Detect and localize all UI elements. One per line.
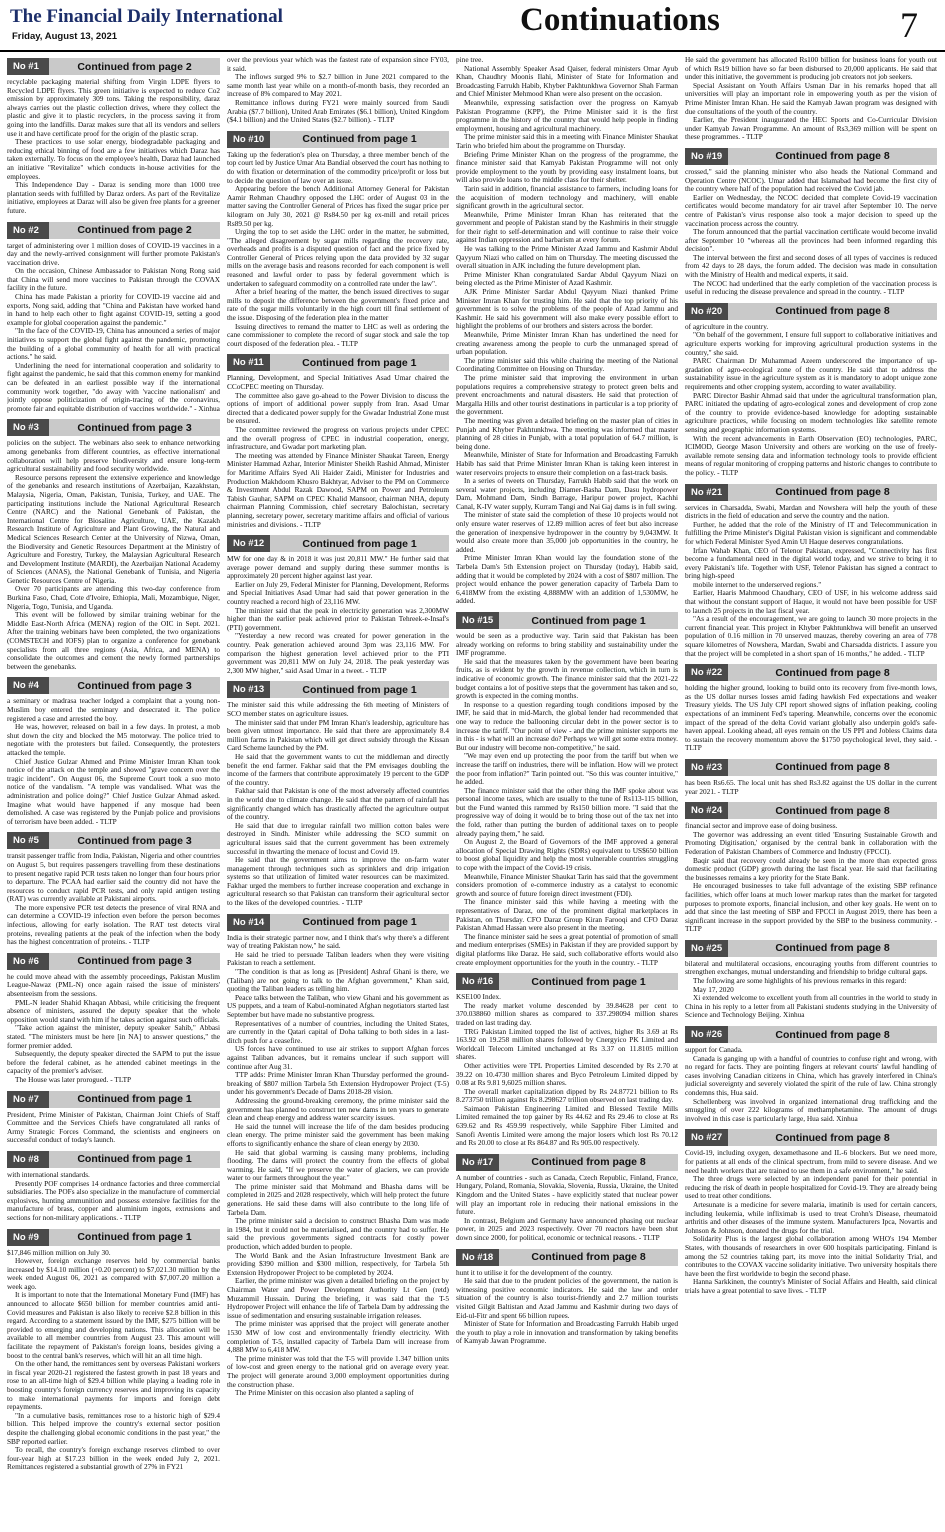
story-paragraph: Representatives of a number of countries, including the United States, are currently in the Qatari capital of Doha talking to both sides in a last-ditch push for a ceasefire. <box>227 1018 449 1045</box>
story-paragraph: a seminary or madrasa teacher lodged a complaint that a young non-Muslim boy entered the seminary and desecrated it. The police registered a case and arrested the boy. <box>7 696 220 723</box>
story-paragraph: He said that the government wants to cut the middleman and directly benefit the end farmer. Fakhar said that the PM envisages doubling the income of the farmers that contribute approximately 19 percent to the GDP of the country. <box>227 751 449 787</box>
story-paragraph: Meanwhile, expressing satisfaction over the progress on Kamyab Pakistan Programme (KPP), the Prime Minister said it is the first programme in the history of the country that would help people in finding employment, housing and agricultural machinery. <box>456 97 678 133</box>
story-paragraph: policies on the subject. The webinars also seek to enhance networking among genebanks from different countries, as effective international collaboration will help preserve biodiversity and ensure long-term agricultural sustainability and food security worldwide. <box>7 438 220 474</box>
story-paragraph: He was talking to the Prime Minister Azad Jammu and Kashmir Abdul Qayyum Niazi who called on him on Thursday. The meeting discussed the overall situation in AJK including the future development plan. <box>456 244 678 271</box>
story-paragraph: TRG Pakistan Limited topped the list of actives, higher Rs 3.69 at Rs 163.92 on 19.258 million shares followed by Cnergyico PK Limited and Worldcall Telecom Limited unchanged at Rs 3.37 on 11.8105 million shares. <box>456 1026 678 1062</box>
continued-story <box>685 664 937 753</box>
story-paragraph: with international standards. <box>7 1169 90 1179</box>
story-body <box>227 374 449 529</box>
story-header <box>227 535 449 552</box>
story-paragraph: he could move ahead with the assembly proceedings, Pakistan Muslim League-Nawaz (PML-N) once again raised the issue of ministers' absenteeism from the sessions. <box>7 971 220 999</box>
continued-story <box>7 419 220 671</box>
story-paragraph: A number of countries - such as Canada, Czech Republic, Finland, France, Hungary, Poland, Romania, Slovakia, Slovenia, Russia, Ukraine, the United Kingdom and the United States - have explicitly stated that nuclear power will play an important role in reducing their national emissions in the future. <box>456 1172 678 1217</box>
story-body <box>7 78 220 216</box>
continued-story <box>456 612 678 967</box>
story-paragraph: In a series of tweets on Thursday, Farrukh Habib said that the work on several water projects, including Diamer-Basha Dam, Dasu hydropower Dam, Mohmand Dam, Sindh Barrage, Haripur power project, Kachhi Canal, K-IV water supply, Kurram Tangi and Nai Gaj dams is in full swing. <box>456 476 678 511</box>
story-number-tag: No #14 <box>227 914 270 931</box>
continued-from-label: Continued from page 8 <box>775 1131 890 1144</box>
continued-story <box>685 303 937 478</box>
story-paragraph: China has made Pakistan a priority for COVID-19 vaccine aid and exports, Nong said, adding that "China and Pakistan have worked hand in hand to help each other to fight against COVID-19, setting a good example for global cooperation against the pandemic." <box>7 292 220 327</box>
story-paragraph: Underlining the need for international cooperation and solidarity to fight against the pandemic, he said that this common enemy for mankind can be defeated in an earliest possible way if the international community work together, "do away with 'vaccine nationalism' and jointly oppose politicization of origin-tracing of the coronavirus, promote fair and equitable distribution of vaccines worldwide." - Xinhua <box>7 360 220 413</box>
story-number-tag: No #13 <box>227 681 270 698</box>
story-paragraph: The ready market volume descended by 39.84628 per cent to 370.038860 million shares as compared to 337.298094 million shares traded on last trading day. <box>456 1000 678 1027</box>
story-paragraph: The minister of state said the completion of these 10 projects would not only ensure water reserves of 12.89 million acres of feet but also increase the generation of inexpensive hydropower in the country by 9,043MW. It would also create more than 35,000 job opportunities in the country, he added. <box>456 510 678 554</box>
continued-from-label: Continued from page 1 <box>302 537 417 550</box>
continued-from-label: Continued from page 8 <box>775 305 890 318</box>
masthead <box>0 0 945 52</box>
story-header <box>456 612 678 629</box>
story-paragraph: holding the higher ground, looking to build onto its recovery from five-month lows, as the US dollar nurses losses amid fading hawkish Fed expectations and weaker Treasury yields. The US July CPI report showed signs of inflation peaking, cooling expectations of an imminent Fed's tapering. Meanwhile, concerns over the economic impact of the spread of the delta Covid variant globally also underpin gold's safe-haven appeal. Looking ahead, all eyes remain on the US PPI and Jobless Claims data to sustain the recovery momentum above the $1750 psychological level, they said. - TLTP <box>685 683 937 753</box>
story-paragraph: recyclable packaging material shifting from Virgin LDPE flyers to Recycled LDPE flyers. This green initiative is expected to reduce Co2 emission by approximately 309 tons. Taking the responsibility, daraz always carries out the plastic collection drives, where they collect the plastic and give it to plastic recyclers, in the process saving it from going into the landfills. Daraz makes sure that all its vendors and sellers use it and have certificate proof for the origin of the plastic scrap. <box>7 77 220 138</box>
continued-story <box>7 832 220 947</box>
story-body <box>7 697 220 826</box>
story-paragraph: "We may even end up protecting the poor from the tariff but when we increase the tariff on industries, there will be inflation. How will we protect the poor from inflation?" Tarin pointed out. "So this was counter intuitive," he added. <box>456 751 678 787</box>
story-paragraph: Remittance inflows during FY21 were mainly sourced from Saudi Arabia ($7.7 billion), United Arab Emirates ($6.1 billion), United Kingdom ($4.1 billion) and the United States ($2.7 billion). - TLTP <box>227 97 449 125</box>
story-paragraph: The prime minister said a decision to construct Bhasha Dam was made in 1984, but it could not be materialised, and the country had to suffer. He said the previous governments signed contracts for costly power production, which added burden to people. <box>227 1216 449 1252</box>
story-paragraph: Schellenberg was involved in organized international drug trafficking and the smuggling of over 222 kilograms of methamphetamine. The amount of drugs involved in this case is particularly large, Hua said. Xinhua <box>685 1096 937 1123</box>
story-paragraph: Saimaon Pakistan Engineering Limited and Blessed Textile Mills Limited remained the top gainer by Rs 44.62 and Rs 29.46 to close at Rs 639.62 and Rs 459.99 respectively, while Sapphire Fiber Limited and Sanofi Aventis Limited were among the major losers which lost Rs 70.12 and Rs 20.00 to close at Rs 864.87 and Rs 905.00 respectively. <box>456 1103 678 1148</box>
story-paragraph: He said that the government aims to improve the on-farm water management through techniques such as sprinklers and drip irrigation systems so that utilization of limited water resources can be maximized. Fakhar urged the members to further increase cooperation and exchange in agricultural research so that Pakistan can transform their agricultural sector to the likes of the developed countries. - TLTP <box>227 855 449 908</box>
continued-story <box>685 802 937 934</box>
story-paragraph: Earlier, the President inaugurated the HEC Sports and Co-Curricular Division under Kamyab Jawan Programme. An amount of Rs3,369 million will be spent on these programmes. - TLTP <box>685 115 937 142</box>
story-paragraph: The more expensive PCR test detects the presence of viral RNA and can determine a COVID-19 infection even before the person becomes infectious, allowing for early isolation. The RAT test detects viral proteins, revealing patients at the peak of the infection when the body has the highest concentration of proteins. - TLTP <box>7 902 220 947</box>
continued-from-label: Continued from page 8 <box>775 666 890 679</box>
story-paragraph: To recall, the country's foreign exchange reserves climbed to over four-year high at $17.23 billion in the week ended July 2, 2021. Remittances registered a substantial growth of 27% in FY21 <box>7 1445 220 1472</box>
story-number-tag: No #16 <box>456 973 499 990</box>
continued-story <box>227 535 449 675</box>
story-paragraph: Peace talks between the Taliban, who view Ghani and his government as US puppets, and a team of Kabul-nominated Afghan negotiators started last September but have made no substantive progress. <box>227 992 449 1019</box>
story-paragraph: Earlier, the prime minister was given a detailed briefing on the project by Chairman Water and Power Development Authority Lt Gen (retd) Muzammil Hussain. During the briefing, it was said that the T-5 Hydropower Project will enhance the life of Tarbela Dam by addressing the issue of sedimentation and ensuring sustainable irrigation releases. <box>227 1276 449 1320</box>
story-number-tag: No #7 <box>7 1091 49 1108</box>
continued-from-label: Continued from page 1 <box>302 916 417 929</box>
section-title: Continuations <box>520 2 720 38</box>
story-body <box>685 1149 937 1295</box>
story-header <box>7 832 220 849</box>
story-number-tag: No #4 <box>7 677 49 694</box>
story-body <box>7 852 220 947</box>
story-paragraph: May 17, 2020 <box>693 984 734 994</box>
story-paragraph: The inflows surged 9% to $2.7 billion in June 2021 compared to the same month last year while on a month-of-month basis, they recorded an increase of 8% compared to May 2021. <box>227 72 449 99</box>
story-header <box>456 973 678 990</box>
column-1 <box>7 56 220 1526</box>
story-paragraph: On the occasion, Chinese Ambassador to Pakistan Nong Rong said that China will send more vaccines to Pakistan through the COVAX facility in the future. <box>7 266 220 293</box>
continued-from-label: Continued from page 1 <box>77 1153 192 1166</box>
story-body <box>685 504 937 659</box>
story-number-tag: No #15 <box>456 612 499 629</box>
story-paragraph: would be seen as a productive way. Tarin said that Pakistan has been already working on reforms to bring stability and sustainability under the IMF programme. <box>456 631 678 658</box>
story-header <box>7 222 220 239</box>
story-paragraph: "In the face of the COVID-19, China has announced a series of major initiatives to support the global fight against the pandemic, promoting the building of a global community of health for all with practical actions." he said. <box>7 326 220 362</box>
story-paragraph: "On behalf of the government, I ensure full support to collaborative initiatives and agriculture experts working for improving agricultural production systems in the country," she said. <box>685 330 937 357</box>
story-body <box>7 1111 220 1145</box>
story-paragraph: Taking up the federation's plea on Thursday, a three member bench of the top court led by Justice Umar Ata Bandial observed the court has nothing to do with fixation or determination of the commodity price/profit or loss but to decide the question of law over an issue. <box>227 149 449 185</box>
story-number-tag: No #3 <box>7 419 49 436</box>
story-header <box>685 303 937 320</box>
story-paragraph: Prime Minister Imran Khan would lay the foundation stone of the Tarbela Dam's 5th Extension project on Thursday (today), Habib said, adding that it would be completed by 2024 with a cost of $807 million. The project would enhance the power generation capacity of Tarbela Dam to 6,418MW from the existing 4,888MW with an addition of 1,530MW, he added. <box>456 553 678 606</box>
story-paragraph: He encouraged businesses to take full advantage of the existing SBP refinance facilities, which offer loans at much lower markup rates than the market for targeted purposes to promote exports, financial inclusion, and other key goals. He went on to add that since the last meeting of SBP and FPCCI in August 2019, there has been a significant increase in the support provided by the SBP to the business community. - TLTP <box>685 881 937 934</box>
story-number-tag: No #23 <box>685 759 728 776</box>
story-header <box>456 1249 678 1266</box>
story-paragraph: The interval between the first and second doses of all types of vaccines is reduced from 42 days to 28 days, the forum added. The decision was made in consultation with the Ministry of Health and medical experts, it said. <box>685 252 937 280</box>
story-paragraph: Meanwhile, Prime Minister Imran Khan has reiterated that the government and people of Pakistan stand by the Kashmiris in their struggle for their right to self-determination and will continue to raise their voice against Indian oppression and barbarism at every forum. <box>456 209 678 245</box>
story-paragraph: Subsequently, the deputy speaker directed the SAPM to put the issue before the federal cabinet, as he attended cabinet meetings in the capacity of the premier's adviser. <box>7 1049 220 1076</box>
story-paragraph: The three drugs were selected by an independent panel for their potential in reducing the risk of death in people hospitalized for Covid-19. They are already being used to treat other conditions. <box>685 1174 937 1201</box>
story-paragraph: This Independence Day - Daraz is sending more than 1000 tree plantation seeds with fulfilled by Daraz orders. As part of the Revitalize initiative, employees at Daraz will also be given free plants for a greener future. <box>7 180 220 215</box>
story-paragraph: The prime minister was apprised that the project will generate another 1530 MW of low cost and environmentally friendly electricity. With completion of T-5, installed capacity of Tarbela Dam will increase from 4,888 MW to 6,418 MW. <box>227 1319 449 1355</box>
story-paragraph: Other activities were TPL Properties Limited descended by Rs 2.70 at 39.22 on 10.4730 million shares and Byco Petroleum Limited dipped by 0.08 at Rs 9.81 9,6025 million shares. <box>456 1060 678 1088</box>
story-number-tag: No #9 <box>7 1229 49 1246</box>
story-body <box>685 56 937 142</box>
story-paragraph: This event will be followed by similar training webinar for the Middle East-North Africa (MENA) region of the OIC in Sept. 2021. After the training webinars have been completed, the two organizations (COMSTECH and IOFS) plan to organize a conference for genebank specialists from all three regions (Asia, Africa, and MENA) to consolidate the outcomes and cement the newly formed partnerships between the genebanks. <box>7 610 220 671</box>
story-paragraph: Irfan Wahab Khan, CEO of Telenor Pakistan, expressed, "Connectivity has first become a fundamental need in the digital world today, and we strive to bring it to every Pakistani's life. Together with USF, Telenor Pakistan has signed a contract to bring high-speed <box>685 545 937 581</box>
story-paragraph: PARC Chairman Dr Muhammad Azeem underscored the importance of up-gradation of agro-ecological zone of the country. He said that to address the sustainability issue in the agriculture system as it is mandatory to adopt unique zone requirements and other cropping system, according to water availability. <box>685 356 937 391</box>
story-header <box>227 681 449 698</box>
story-paragraph: mobile internet to the underserved regions." <box>693 579 822 589</box>
continued-from-label: Continued from page 8 <box>775 804 890 817</box>
story-body <box>7 1249 220 1472</box>
story-body <box>7 439 220 671</box>
story-header <box>685 802 937 819</box>
story-paragraph: National Assembly Speaker Asad Qaiser, federal ministers Omar Ayub Khan, Chaudhry Moonis Ilahi, Minister of State for Information and Broadcasting Farrukh Habib, Khyber Pakhtunkhwa Governor Shah Farman and Chief Minister Mehmood Khan were also present on the occasion. <box>456 63 678 99</box>
story-paragraph: Solidarity Plus is the largest global collaboration among WHO's 194 Member States, with thousands of researchers in over 600 hospitals participating. Finland is among the 52 countries taking part, its move into the initial Solidarity Trial, and contributes to the COVAX vaccine solidarity initiative. Two university hospitals there have been the first worldwide to begin the second phase. <box>685 1234 937 1278</box>
story-paragraph: crossed," said the planning minister who also heads the National Command and Operation Centre (NCOC). Umar added that Islamabad had become the first city of the country where half of the population had received the Covid jab. <box>685 166 937 194</box>
column-2 <box>227 56 449 1526</box>
continued-from-label: Continued from page 1 <box>531 614 646 627</box>
story-paragraph: Briefing Prime Minister Khan on the progress of the programme, the finance minister said that Kamyab Pakistan Programme will not only provide employment to the youth by providing easy instalment loans, but will also provide loans to the middle class for their shelter. <box>456 149 678 185</box>
story-header <box>685 940 937 957</box>
continued-story <box>7 58 220 216</box>
story-number-tag: No #25 <box>685 940 728 957</box>
continued-story <box>7 222 220 414</box>
continued-story <box>227 131 449 349</box>
story-number-tag: No #27 <box>685 1129 728 1146</box>
story-paragraph: Presently POF comprises 14 ordnance factories and three commercial subsidiaries. The POFs also specialize in the manufacture of commercial explosives, hunting ammunition and possess extensive facilities for the manufacture of brass, copper and aluminium ingots, extrusions and sections for non-military applications. - TLTP <box>7 1178 220 1222</box>
continued-from-label: Continued from page 2 <box>77 224 192 236</box>
story-paragraph: US forces have continued to use air strikes to support Afghan forces against Taliban advances, but it remains unclear if such support will continue after Aug 31. <box>227 1044 449 1071</box>
story-paragraph: Earlier on July 29, Federal Minister for Planning, Development, Reforms and Special Initiatives Asad Umar had said that power generation in the country reached a record high of 23,116 MW. <box>227 579 449 607</box>
continued-story <box>7 1229 220 1472</box>
story-paragraph: Hanna Sarkkinen, the country's Minister of Social Affairs and Health, said clinical trials have a great potential to save lives. - TLTP <box>685 1277 937 1295</box>
story-paragraph: Earlier on Wednesday, the NCOC decided that complete Covid-19 vaccination certificates would become mandatory for air travel after September 10. The nerve centre of Pakistan's virus response also took a major decision to speed up the vaccination process across the country. <box>685 192 937 228</box>
story-header <box>7 1229 220 1246</box>
story-paragraph: PML-N leader Shahid Khaqan Abbasi, while criticising the frequent absence of ministers, assured the deputy speaker that the whole opposition would stand with him if he takes action against such officials. <box>7 997 220 1024</box>
continued-story <box>685 56 937 142</box>
continued-from-label: Continued from page 8 <box>775 1028 890 1041</box>
story-paragraph: The House was later prorogued. - TLTP <box>15 1074 132 1084</box>
story-body <box>685 779 937 796</box>
story-paragraph: The forum announced that the partial vaccination certificate would become invalid after September 10 "whereas all the provinces had been informed regarding this decision". <box>685 227 937 254</box>
story-paragraph: India is their strategic partner now, and I think that's why there's a different way of treating Pakistan now," he said. <box>227 932 449 951</box>
story-body <box>227 56 449 125</box>
story-paragraph: The Prime Minister on this occasion also planted a sapling of <box>235 1388 414 1398</box>
story-body <box>456 993 678 1148</box>
story-paragraph: He said that the measures taken by the government have been bearing fruits, as is evident by the growth in revenue collection, which in turn is indicative of economic growth. The finance minister said that the 2021-22 budget contains a lot of positive steps that the government has taken and so, growth is expected in the coming months. <box>456 656 678 701</box>
continued-from-label: Continued from page 8 <box>775 150 890 163</box>
publication-date: Friday, August 13, 2021 <box>12 31 118 42</box>
story-paragraph: After a brief hearing of the matter, the bench issued directives to sugar mills to deposit the difference between the government's fixed price and rate of the sugar mills voluntarily in the high court till final settlement of the issue. Disposing of the federation plea in the matter <box>227 287 449 323</box>
story-body <box>227 555 449 675</box>
continued-from-label: Continued from page 1 <box>302 356 417 369</box>
story-header <box>7 953 220 970</box>
story-number-tag: No #10 <box>227 131 270 148</box>
story-paragraph: Meanwhile, Finance Minister Shaukat Tarin has said that the government considers promotion of e-commerce industry as a catalyst to economic growth and source of future foreign direct investment (FDI). <box>456 871 678 898</box>
continued-story <box>7 1151 220 1223</box>
continued-story <box>227 56 449 125</box>
story-body <box>456 1174 678 1243</box>
continued-story <box>227 354 449 529</box>
story-header <box>685 759 937 776</box>
story-paragraph: With the recent advancements in Earth Observation (EO) technologies, PARC, ICIMOD, George Mason University and others are working on the use of freely-available remote sensing data and information technology tools to provide efficient means of regular monitoring of cropping patterns and historic changes to contribute to the policy. - TLTP <box>685 433 937 477</box>
continued-story <box>456 1154 678 1243</box>
story-paragraph: The meeting was given a detailed briefing on the master plan of cities in Punjab and Khyber Pakhtunkhwa. The meeting was informed that master planning of 28 cities in Punjab, with a total population of 64.7 million, is being done. <box>456 415 678 451</box>
story-header <box>7 419 220 436</box>
story-paragraph: He said that global warming is causing many problems, including flooding. The dams will protect the country from the effects of global warming. He said, "If we preserve the water of glaciers, we can provide water to our farmers throughout the year." <box>227 1147 449 1183</box>
story-paragraph: President, Prime Minister of Pakistan, Chairman Joint Chiefs of Staff Committee and the Services Chiefs have congratulated all ranks of Army Strategic Forces Command, the scientists and engineers on successful conduct of today's launch. <box>7 1109 220 1145</box>
story-paragraph: financial sector and improve ease of doing business. <box>685 821 838 831</box>
story-paragraph: Artesunate is a medicine for severe malaria, imatinib is used for certain cancers, including leukemia, while infliximab is used to treat Crohn's Disease, rheumatoid arthritis and other diseases of the immune system. Manufacturers Ipca, Novartis and Johnson & Johnson, donated the drugs for the trial. <box>685 1199 937 1235</box>
continued-from-label: Continued from page 8 <box>775 761 890 774</box>
story-paragraph: The NCOC had underlined that the early completion of the vaccination process is useful in reducing the disease prevalence and spread in the country. - TLTP <box>685 278 937 297</box>
story-paragraph: The finance minister said that the other thing the IMF spoke about was personal income taxes, which are usually to the tune of Rs113-115 billion, but the Fund wanted this rammed by Rs150 billion more. "I said that the progressive way of doing it would be to bring those out of the tax net into the fold, rather than putting the burden of additional taxes on to people already paying them," he said. <box>456 785 678 838</box>
story-number-tag: No #20 <box>685 303 728 320</box>
continued-from-label: Continued from page 3 <box>77 834 192 847</box>
continued-story <box>685 148 937 297</box>
story-paragraph: has been Rs6.65. The local unit has shed Rs3.82 against the US dollar in the current year 2021. - TLTP <box>685 777 937 796</box>
story-body <box>227 934 449 1398</box>
story-body <box>456 56 678 606</box>
story-number-tag: No #2 <box>7 222 49 239</box>
story-paragraph: The meeting was attended by Finance Minister Shaukat Tareen, Energy Minister Hammad Azhar, Interior Minister Sheikh Rashid Ahmad, Minister for Maritime Affairs Syed Ali Haider Zaidi, Minister for Industries and Production Makhdoom Khusro Bakhtyar, Adviser to the PM on Commerce & Investment Abdul Razak Dawood, SAPM on Power and Petroleum Tabish Gauhar, SAPM on CPEC Khalid Mansoor, chairman NHA, deputy chairman Planning Commission, chief secretary Balochistan, secretary planning, secretary power, secretary maritime affairs and official of various ministries and divisions. - TLTP <box>227 450 449 529</box>
story-paragraph: Minister of State for Information and Broadcasting Farrukh Habib urged the youth to play a role in innovation and transformation by taking benefits of Kamyab Jawan Programme. <box>456 1319 678 1346</box>
story-paragraph: hunt it to utilise it for the development of the country. <box>456 1267 613 1277</box>
continued-from-label: Continued from page 8 <box>775 486 890 499</box>
story-paragraph: The finance minister said this while having a meeting with the representatives of Daraz, one of the prominent digital marketplaces in Pakistan, on Thursday. CFO Daraz Group Kiran Farooqi and CFO Daraz Pakistan Ahmad Hassan were also present in the meeting. <box>456 897 678 933</box>
story-paragraph: The overall market capitalization dipped by Rs 24.87721 billion to Rs 8.273750 trillion against Rs 8.298627 trillion observed on last trading day. <box>456 1086 678 1105</box>
story-paragraph: Further, he added that the role of the Ministry of IT and Telecommunication in fulfilling the Prime Minister's Digital Pakistan vision is significant and commendable for which Federal Minister Syed Amin Ul Haque deserves congratulations. <box>685 519 937 546</box>
story-body <box>685 684 937 753</box>
story-paragraph: Addressing the ground-breaking ceremony, the prime minister said the government has planned to construct ten new dams in ten years to generate clean and cheap energy and address water scarcity issues. <box>227 1095 449 1123</box>
story-paragraph: Issuing directives to remand the matter to LHC as well as ordering the cane commissioner to complete the record of sugar stock and sale the top court disposed of the federation plea. - TLTP <box>227 321 449 348</box>
story-paragraph: However, foreign exchange reserves held by commercial banks increased by $14.10 million (+0.20 percent) to $7,021.30 million by the week ended August 06, 2021 as compared with $7,007.20 million a week ago. <box>7 1256 220 1291</box>
story-paragraph: The World Bank and the Asian Infrastructure Investment Bank are providing $390 million and $300 million, respectively, for Tarbela 5th Extension Hydropower Project to be completed by 2024. <box>227 1250 449 1277</box>
story-paragraph: Appearing before the bench Additional Attorney General for Pakistan Aamir Rehman Chaudhry opposed the LHC order of August 03 in the matter saving the Controller General of Prices has fixed the sugar price per kilogram on July 30, 2021 @ Rs84.50 per kg ex-mill and retail prices Rs89.50 per kg. <box>227 184 449 228</box>
story-number-tag: No #12 <box>227 535 270 552</box>
story-paragraph: Prime Minister Khan congratulated Sardar Abdul Qayyum Niazi on being elected as the Prime Minister of Azad Kashmir. <box>456 269 678 288</box>
story-paragraph: KSE100 Index. <box>456 992 501 1002</box>
story-paragraph: He said that due to irregular rainfall two million cotton bales were destroyed in Sindh. Minister while addressing the SCO summit on agricultural issues said that the current government has been extremely successful in thwarting the menace of locust and Covid 19. <box>227 820 449 856</box>
column-3 <box>456 56 678 1526</box>
story-paragraph: He said the government has allocated Rs100 billion for business loans for youth out of which Rs19 billion have so far been disbursed to 20,000 applicants. He said that under this initiative, the government is producing job creators not job seekers. <box>685 56 937 82</box>
story-paragraph: The governor was addressing an event titled 'Ensuring Sustainable Growth and Promoting Digitisation,' organised by the central bank in collaboration with the Federation of Pakistan Chambers of Commerce and Industry (FPCCI). <box>685 829 937 856</box>
story-paragraph: Planning, Development, and Special Initiatives Asad Umar chaired the CCoCPEC meeting on Thursday. <box>227 373 449 391</box>
column-4 <box>685 56 937 1526</box>
story-header <box>7 58 220 75</box>
story-paragraph: The finance minister said he sees a great potential of promotion of small and medium enterprises (SMEs) in Pakistan if they are provided support by digital platforms like Daraz. He said, such collaborative efforts would also create employment opportunities for the youth in the country. - TLTP <box>456 931 678 967</box>
newspaper-name: The Financial Daily International <box>10 6 283 27</box>
continued-story <box>7 677 220 826</box>
continued-from-label: Continued from page 8 <box>775 942 890 955</box>
continued-from-label: Continued from page 3 <box>77 955 192 968</box>
story-paragraph: He said that due to the prudent policies of the government, the nation is witnessing positive economic indicators. He said the law and order situation of the country is also tourist-friendly and 2.7 million tourists visited Gilgit Baltistan and Azad Jammu and Kashmir during two days of Eid-ul-Fitr and spent 66 billion rupees. <box>456 1276 678 1320</box>
continued-story <box>685 1129 937 1295</box>
continued-story <box>7 953 220 1085</box>
story-body <box>456 1269 678 1346</box>
story-number-tag: No #21 <box>685 484 728 501</box>
continued-story <box>227 681 449 907</box>
story-header <box>685 1129 937 1146</box>
story-paragraph: "The condition is that as long as [President] Ashraf Ghani is there, we (Taliban) are not going to talk to the Afghan government," Khan said, quoting the Taliban leaders as telling him. <box>227 967 449 994</box>
story-paragraph: The minister said this while addressing the 6th meeting of Ministers of SCO member states on agriculture issues. <box>227 700 449 718</box>
continued-story <box>685 484 937 659</box>
story-header <box>227 354 449 371</box>
story-number-tag: No #22 <box>685 664 728 681</box>
story-paragraph: AJK Prime Minister Sardar Abdul Qayyum Niazi thanked Prime Minister Imran Khan for trusting him. He said that the top priority of his government is to solve the problems of the people of Azad Jammu and Kashmir. He said his government will also make every possible effort to highlight the problems of our brothers and sisters across the border. <box>456 287 678 331</box>
continued-story <box>685 1026 937 1123</box>
story-paragraph: target of administering over 1 million doses of COVID-19 vaccines in a day and the newly-arrived consignment will further promote Pakistan's vaccination drive. <box>7 240 220 267</box>
continued-story <box>685 759 937 796</box>
story-header <box>7 1091 220 1108</box>
continued-story <box>456 973 678 1148</box>
story-paragraph: support for Canada. <box>685 1045 743 1055</box>
story-header <box>227 914 449 931</box>
story-paragraph: Canada is ganging up with a handful of countries to confuse right and wrong, with no regard for facts. They are pointing fingers at relevant courts' lawful handling of cases involving Canadian citizens in China, which has gravely interfered in China's judicial sovereignty and severely violated the spirit of the rule of law. China strongly condemns this, Hua said. <box>685 1053 937 1097</box>
story-number-tag: No #11 <box>227 354 270 371</box>
story-paragraph: pine tree. <box>456 56 484 64</box>
story-paragraph: Meanwhile, Prime Minister Imran Khan has underlined the need for creating awareness among the people to curb the unmanaged spread of urban population. <box>456 330 678 357</box>
continued-from-label: Continued from page 1 <box>302 133 417 146</box>
story-header <box>456 1154 678 1171</box>
story-paragraph: The following are some highlights of his previous remarks in this regard: <box>693 976 907 986</box>
story-body <box>685 960 937 1020</box>
story-paragraph: It is important to note that the International Monetary Fund (IMF) has announced to allocate $650 billion for member countries amid anti-Covid measures and Pakistan is also likely to receive $2.8 billion in this regard. According to a statement issued by the IMF, $275 billion will be provided to emerging and developing nations. This allocation will be available to all member countries from August 23. This amount will facilitate the repayment of Pakistan's foreign loans, besides giving a boost to the central bank's reserves, which will hit an all time high. <box>7 1290 220 1360</box>
story-paragraph: The prime minister said that Mohmand and Bhasha dams will be completed in 2025 and 2028 respectively, which will help protect the future generations. He said these dams will also contribute to the long life of Tarbela Dam. <box>227 1181 449 1217</box>
story-paragraph: He said he tried to persuade Taliban leaders when they were visiting Pakistan to reach a settlement. <box>227 949 449 968</box>
continued-story <box>227 914 449 1398</box>
continued-from-label: Continued from page 2 <box>77 60 192 73</box>
story-body <box>7 1171 220 1223</box>
story-number-tag: No #1 <box>7 58 49 75</box>
story-paragraph: TTP adds: Prime Minister Imran Khan Thursday performed the ground-breaking of $807 million Tarbela 5th Extension Hydropower Project (T-5) under his government's Decade of Dams 2018-28 vision. <box>227 1070 449 1097</box>
story-number-tag: No #5 <box>7 832 49 849</box>
story-paragraph: On August 2, the Board of Governors of the IMF approved a general allocation of Special Drawing Rights (SDRs) equivalent to US$650 billion to boost global liquidity and help the most vulnerable countries struggling to cope with the impact of the Covid-19 crisis. <box>456 837 678 873</box>
story-paragraph: In response to a question regarding tough conditions imposed by the IMF, he said that in mid-March, the global lender had recommended that one way to reduce the ballooning circular debt in the power sector is to increase the tariff. "Our point of view - and the prime minister supports me in this - is what will an increase do? Perhaps we will get some extra money. But our industry will become non-competitive," he said. <box>456 699 678 752</box>
story-paragraph: Xi extended welcome to excellent youth from all countries in the world to study in China in his reply to a letter from all Pakistani students studying in the University of Science and Technology Beijing. Xinhua <box>685 993 937 1020</box>
story-number-tag: No #24 <box>685 802 728 819</box>
continued-from-label: Continued from page 1 <box>77 1231 192 1243</box>
story-paragraph: The committee reviewed the progress on various projects under CPEC and the overall progress of CPEC in industrial cooperation, energy, infrastructure, and Gwadar port marketing plan. <box>227 424 449 452</box>
story-paragraph: Meanwhile, Minister of State for Information and Broadcasting Farrukh Habib has said that Prime Minister Imran Khan is taking keen interest in water reservoirs projects to ensure their completion on a fast-track basis. <box>456 450 678 477</box>
story-paragraph: Special Assistant on Youth Affairs Usman Dar in his remarks hoped that all universities will play an important role in empowering youth as per the vision of Prime Minister Imran Khan. He said the Kamyab Jawan program was designed with due consultations of the youth of the country. <box>685 80 937 116</box>
story-paragraph: of agriculture in the country. <box>685 321 769 331</box>
story-body <box>456 632 678 967</box>
story-number-tag: No #26 <box>685 1026 728 1043</box>
story-body <box>227 701 449 907</box>
page-number: 7 <box>900 5 918 45</box>
continued-story <box>7 1091 220 1145</box>
story-paragraph: The prime minister was told that the T-5 will provide 1.347 billion units of low-cost and green energy to the national grid on average every year. The project will generate around 3,000 employment opportunities during the construction phase. <box>227 1353 449 1389</box>
story-paragraph: $17,846 million million on July 30. <box>7 1247 111 1257</box>
story-paragraph: The prime minister said this while chairing the meeting of the National Coordinating Committee on Housing on Thursday. <box>456 355 678 374</box>
story-body <box>7 973 220 1085</box>
story-body <box>685 822 937 934</box>
story-paragraph: Fakhar said that Pakistan is one of the most adversely affected countries in the world due to climate change. He said that the pattern of rainfall has significantly changed which has drastically affected the agriculture output of the country. <box>227 786 449 822</box>
story-number-tag: No #17 <box>456 1154 499 1171</box>
story-paragraph: "Yesterday a new record was created for power generation in the country. Peak generation achieved around 3pm was 23,116 MW. For comparison the highest generation level achieved prior to the PTI government was 20,811 MW on July 24, 2018. The peak yesterday was 2,300 MW higher," said Asad Umar in a tweet. - TLTP <box>227 631 449 675</box>
story-paragraph: "In a cumulative basis, remittances rose to a historic high of $29.4 billion. This helped improve the country's external sector position despite the challenging global economic conditions in the past year," the SBP reported earlier. <box>7 1410 220 1446</box>
story-paragraph: Over 70 participants are attending this two-day conference from Burkina Faso, Chad, Cote d'Ivoire, Ethiopia, Mali, Mozambique, Niger, Nigeria, Togo, Tunisia, and Uganda. <box>7 584 220 611</box>
story-paragraph: These practices to use solar energy, biodegradable packaging and reducing ethical binning of food are a few initiatives which Daraz has taken externally. To focus on the employee's health, Daraz had launched an initiative "Revitalize" which conducts in-house activities for the employees. <box>7 137 220 181</box>
story-paragraph: Covid-19, including oxygen, dexamethasone and IL-6 blockers. But we need more, for patients at all ends of the clinical spectrum, from mild to severe disease. And we need health workers that are trained to use them in a safe environment," he said. <box>685 1148 937 1175</box>
story-paragraph: In contrast, Belgium and Germany have announced phasing out nuclear power, in 2025 and 2023 respectively. Over 70 reactors have been shut down since 2000, for political, economic or technical reasons. - TLTP <box>456 1215 678 1242</box>
story-body <box>685 168 937 297</box>
story-header <box>7 677 220 694</box>
story-paragraph: "As a result of the encouragement, we are going to launch 30 more projects in the current financial year. This project in Khyber Pakhtunkhwa will benefit an unserved population of 0.16 million in 70 unserved mauzas, thereby covering an area of 778 square kilometres of Nowshera, Mardan, Swabi and Charsadda districts. I assure you that the project will be completed in a short span of 16 months," he added. - TLTP <box>685 614 937 658</box>
story-body <box>227 151 449 349</box>
story-header <box>685 664 937 681</box>
story-paragraph: bilateral and multilateral occasions, encouraging youths from different countries to strengthen exchanges, mutual understanding and friendship to bridge cultural gaps. <box>685 958 937 977</box>
story-paragraph: The prime minister said this in a meeting with Finance Minister Shaukat Tarin who briefed him about the programme on Thursday. <box>456 132 678 150</box>
story-body <box>685 1046 937 1123</box>
story-paragraph: over the previous year which was the fastest rate of expansion since FY03, it said. <box>227 56 449 73</box>
story-body <box>685 323 937 478</box>
continued-from-label: Continued from page 8 <box>531 1251 646 1264</box>
continued-story <box>456 56 678 606</box>
story-paragraph: "Take action against the minister, deputy speaker Sahib," Abbasi stated. "The ministers must be here [in NA] to answer questions," the former premier added. <box>7 1023 220 1050</box>
story-header <box>685 1026 937 1043</box>
continued-story <box>456 1249 678 1346</box>
story-number-tag: No #19 <box>685 148 728 165</box>
continued-from-label: Continued from page 3 <box>77 679 192 692</box>
continued-from-label: Continued from page 8 <box>531 1156 646 1169</box>
story-paragraph: Resource persons represent the extensive experience and knowledge of the genebanks and research institutions of Azerbaijan, Kazakhstan, Malaysia, Nigeria, Oman, Pakistan, Tunisia, Turkey, and UAE. The participating institutions include the National Agricultural Research Centre (NARC) and the National Genebank of Pakistan, the International Centre for Biosaline Agriculture, UAE, the Kazakh Research Institute of Agriculture and Plant Growing, the Natural and Medical Sciences Research Center at the University of Nizwa, Oman, the Biodiversity and Genetic Resources Department at the Ministry of Agriculture and Forestry, Turkey, the Malaysian Agricultural Research and Development Institute (MARDI), the Azerbaijan National Academy of Sciences (ANAS), the National Genebank of Tunisia, and Nigeria Genetic Resources Centre of Nigeria. <box>7 472 220 585</box>
story-paragraph: Earlier, Haaris Mahmood Chaudhary, CEO of USF, in his welcome address said that without the constant support of Haque, it would not have been possible for USF to launch 25 projects in the last fiscal year. <box>685 588 937 615</box>
story-paragraph: MW for one day & in 2018 it was just 20,811 MW." He further said that average power demand and supply during these summer months is approximately 20 percent higher against last year. <box>227 554 449 581</box>
story-paragraph: He was, however, released on bail in a few days. In protest, a mob shut down the city and blocked the M5 motorway. The police tried to negotiate with the protesters but failed. Consequently, the protesters attacked the temple. <box>7 722 220 757</box>
story-paragraph: transit passenger traffic from India, Pakistan, Nigeria and other countries on August 5, but requires passengers travelling from these destinations to present negative rapid PCR tests taken no longer than four hours prior to departure. The PCAA had earlier said the country did not have the resources to conduct rapid PCR tests, and only rapid antigen testing (RAT) was currently available at Pakistani airports. <box>7 851 220 904</box>
continued-from-label: Continued from page 3 <box>77 421 192 434</box>
story-paragraph: On the other hand, the remittances sent by overseas Pakistani workers in fiscal year 2020-21 registered the fastest growth in past 18 years and rose to an all-time high of $29.4 billion while playing a leading role in boosting country's foreign currency reserves and improving its capacity to make international payments for imports and foreign debt repayments. <box>7 1359 220 1412</box>
continued-from-label: Continued from page 1 <box>302 683 417 696</box>
continued-story <box>685 940 937 1020</box>
story-number-tag: No #18 <box>456 1249 499 1266</box>
story-header <box>7 1151 220 1168</box>
continued-from-label: Continued from page 1 <box>77 1093 192 1106</box>
story-paragraph: The minister said that under PM Imran Khan's leadership, agriculture has been given utmost importance. He said that there are approximately 8.4 million farms in Pakistan which will get direct subsidy through the Kissan Card Scheme launched by the PM. <box>227 717 449 753</box>
story-paragraph: services in Charsadda, Swabi, Mardan and Nowshera will help the youth of these districts in the field of education and serve the country and the nation. <box>685 502 937 521</box>
story-number-tag: No #6 <box>7 953 49 970</box>
story-paragraph: Tarin said in addition, financial assistance to farmers, including loans for the acquisition of modern technology and machinery, will enable significant growth in the agricultural sector. <box>456 183 678 211</box>
story-body <box>7 242 220 414</box>
story-paragraph: Urging the top to set aside the LHC order in the matter, he submitted, "The alleged disagreement by sugar mills regarding the recovery rate, overheads and profits is a disputed question of fact and the price fixed by Controller General of Prices relying upon the data provided by 32 sugar mills on the average basis and reasons recorded for each component is well reasoned and lawful order to pass by federal government which is undertaken to safeguard commodity on a controlled rate under the law". <box>227 227 449 288</box>
story-header <box>227 131 449 148</box>
story-paragraph: PARC Director Bashir Ahmad said that under the agricultural transformation plan, PARC initiated the updating of agro-ecological zones and development of crop zone of the country to provide evidence-based knowledge for adopting sustainable agriculture practices, while focusing on modern technologies like satellite remote sensing and geographic information systems. <box>685 390 937 434</box>
story-paragraph: Baqir said that recovery could already be seen in the more than expected gross domestic product (GDP) growth during the last fiscal year. He said that facilitating the businesses remains a key priority for the State Bank. <box>685 855 937 882</box>
story-paragraph: Chief Justice Gulzar Ahmed and Prime Minister Imran Khan took notice of the attack on the temple and showed "grave concern over the tragic incident". On August 06, the Supreme Court took a suo moto notice of the vandalism. "A temple was vandalised. What was the administration and police doing?" Chief Justice Gulzar Ahmad asked. Imagine what would have happened if any mosque had been demolished. A case was registered by the Punjab police and provisions of terrorism have been added. - TLTP <box>7 756 220 826</box>
story-header <box>685 484 937 501</box>
story-paragraph: He said the tunnel will increase the life of the dam besides producing clean energy. The prime minister said the government has been making efforts to significantly enhance the share of clean energy by 2030. <box>227 1121 449 1148</box>
continued-from-label: Continued from page 1 <box>531 975 646 988</box>
story-paragraph: The committee also gave go-ahead to the Power Division to discuss the options of import of additional power supply from Iran. Asad Umar directed that a dedicated power supply for the Gwadar Industrial Zone must be ensured. <box>227 390 449 426</box>
story-header <box>685 148 937 165</box>
story-number-tag: No #8 <box>7 1151 49 1168</box>
story-paragraph: The prime minister said that improving the environment in urban populations requires a comprehensive strategy to protect green belts and prevent encroachments and natural disasters. He said that protection of Margalla Hills and other tourist destinations in particular is a top priority of the government. <box>456 372 678 417</box>
story-paragraph: The minister said that the peak in electricity generation was 2,300MW higher than the earlier peak achieved prior to Pakistan Tehreek-e-Insaf's (PTI) government. <box>227 605 449 632</box>
